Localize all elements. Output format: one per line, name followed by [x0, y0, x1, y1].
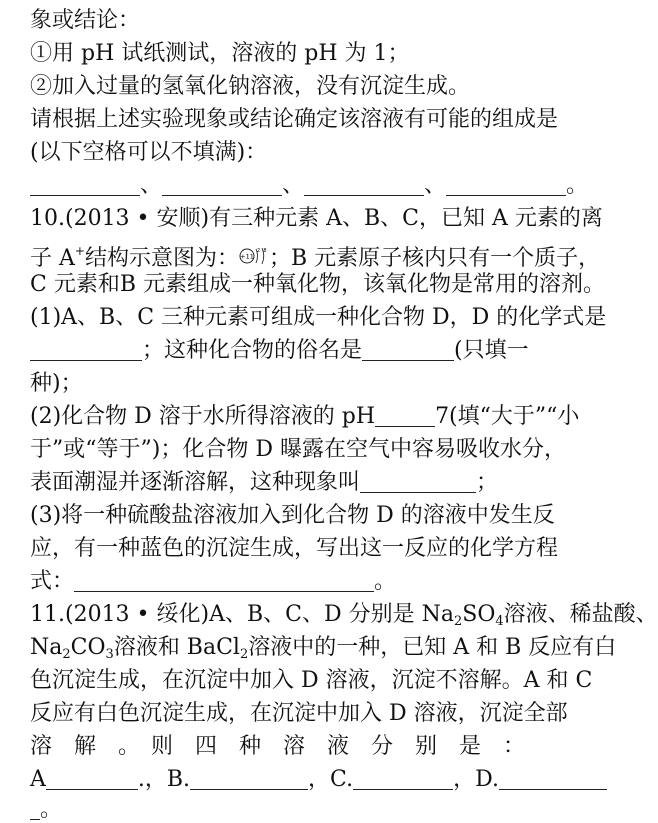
line-text: 溶 解 。 则 四 种 溶 液 分 别 是 ： [30, 734, 526, 759]
shell-count: 2 [256, 248, 261, 254]
line-text: CO [70, 635, 106, 660]
answer-blank-b[interactable] [190, 767, 308, 790]
line-text: ；B 元素原子核内只有一个质子， [268, 246, 601, 271]
text-line [30, 665, 614, 696]
text-line [30, 269, 614, 300]
line-text: 式： [30, 569, 75, 594]
text-line [30, 137, 614, 168]
line-text: ②加入过量的氢氧化钠溶液，没有沉淀生成。 [30, 74, 471, 99]
text-line [30, 731, 614, 762]
text-line [30, 500, 614, 531]
subscript: 4 [495, 614, 504, 629]
text-line [30, 533, 614, 564]
line-text: (以下空格可以不填满)： [30, 140, 268, 165]
subscript: 2 [453, 614, 463, 629]
text-line [30, 467, 614, 498]
line-text: ；这种化合物的俗名是 [142, 338, 363, 363]
line-text: 溶液中的一种，已知 A 和 B 反应有白 [248, 635, 617, 660]
label-b: .，B. [137, 767, 191, 792]
line-text: 10.(2013 • 安顺)有三种元素 A、B、C，已知 A 元素的离 [30, 206, 603, 231]
line-text: 7(填“大于”“小 [435, 404, 580, 429]
nucleus-label: +11 [240, 252, 254, 261]
text-line [30, 71, 614, 102]
question-10-header [30, 203, 614, 234]
line-text: 溶液和 BaCl [113, 635, 240, 660]
text-line [30, 302, 614, 333]
answer-blank-a[interactable] [46, 767, 138, 790]
subscript: 2 [239, 647, 249, 662]
line-text: 请根据上述实验现象或结论确定该溶液有可能的组成是 [30, 107, 559, 132]
line-text: ①用 pH 试纸测试，溶液的 pH 为 1； [30, 41, 410, 66]
text-line [30, 335, 614, 366]
line-text: 11.(2013 • 绥化)A、B、C、D 分别是 Na [30, 602, 454, 627]
line-text: C 元素和B 元素组成一种氧化物，该氧化物是常用的溶剂。 [30, 272, 605, 297]
line-text: 象或结论： [30, 8, 141, 33]
text-line [30, 38, 614, 69]
line-text: 表面潮湿并逐渐溶解，这种现象叫 [30, 470, 361, 495]
answer-blank[interactable] [362, 338, 454, 361]
text-line [30, 5, 614, 36]
answer-blanks-line [30, 170, 614, 201]
text-line [30, 698, 614, 729]
label-c: ，C. [308, 767, 354, 792]
answer-blank-d[interactable] [499, 767, 607, 790]
line-text: 色沉淀生成，在沉淀中加入 D 溶液，沉淀不溶解。A 和 C [30, 668, 593, 693]
line-text: 溶液、稀盐酸、 [503, 602, 658, 627]
answer-blank[interactable] [30, 173, 140, 196]
answer-blank-d-cont[interactable] [30, 797, 40, 820]
text-line [30, 368, 614, 399]
answer-blank[interactable] [304, 173, 424, 196]
label-d: ，D. [453, 767, 499, 792]
line-text: (1)A、B、C 三种元素可组成一种化合物 D，D 的化学式是 [30, 305, 607, 330]
ion-structure-diagram [239, 243, 269, 269]
line-text: 反应有白色沉淀生成，在沉淀中加入 D 溶液，沉淀全部 [30, 701, 568, 726]
answer-blank[interactable] [360, 470, 476, 493]
answer-blank-c[interactable] [353, 767, 453, 790]
answer-blanks-line [30, 764, 614, 795]
shell-count: 8 [263, 248, 267, 254]
line-text: SO [462, 602, 496, 627]
separator: 、 [282, 173, 305, 198]
line-text: ； [476, 470, 499, 495]
separator: 、 [424, 173, 447, 198]
answer-blank[interactable] [162, 173, 282, 196]
text-line [30, 401, 614, 432]
period: 。 [566, 173, 589, 198]
line-text: (2)化合物 D 溶于水所得溶液的 pH [30, 404, 376, 429]
label-a: A [30, 767, 46, 792]
line-text: Na [30, 635, 63, 660]
text-line [30, 566, 614, 597]
superscript: + [74, 244, 85, 258]
subscript: 3 [105, 647, 114, 662]
answer-blank[interactable] [446, 173, 566, 196]
text-line [30, 797, 614, 823]
line-text: 于”或“等于”)；化合物 D 曝露在空气中容易吸收水分， [30, 437, 566, 462]
line-text: (3)将一种硫酸盐溶液加入到化合物 D 的溶液中发生反 [30, 503, 555, 528]
period: 。 [374, 569, 397, 594]
subscript: 2 [62, 647, 71, 662]
answer-blank[interactable] [74, 569, 374, 592]
period: 。 [40, 797, 63, 822]
line-text: 子 A [30, 246, 75, 271]
line-text: 种)； [30, 371, 83, 396]
line-text: 结构示意图为： [84, 246, 239, 271]
line-text: 应，有一种蓝色的沉淀生成，写出这一反应的化学方程 [30, 536, 559, 561]
text-line [30, 434, 614, 465]
line-text: (只填一 [454, 338, 529, 363]
separator: 、 [140, 173, 163, 198]
answer-blank[interactable] [30, 338, 142, 361]
text-line [30, 104, 614, 135]
answer-blank[interactable] [375, 404, 435, 427]
